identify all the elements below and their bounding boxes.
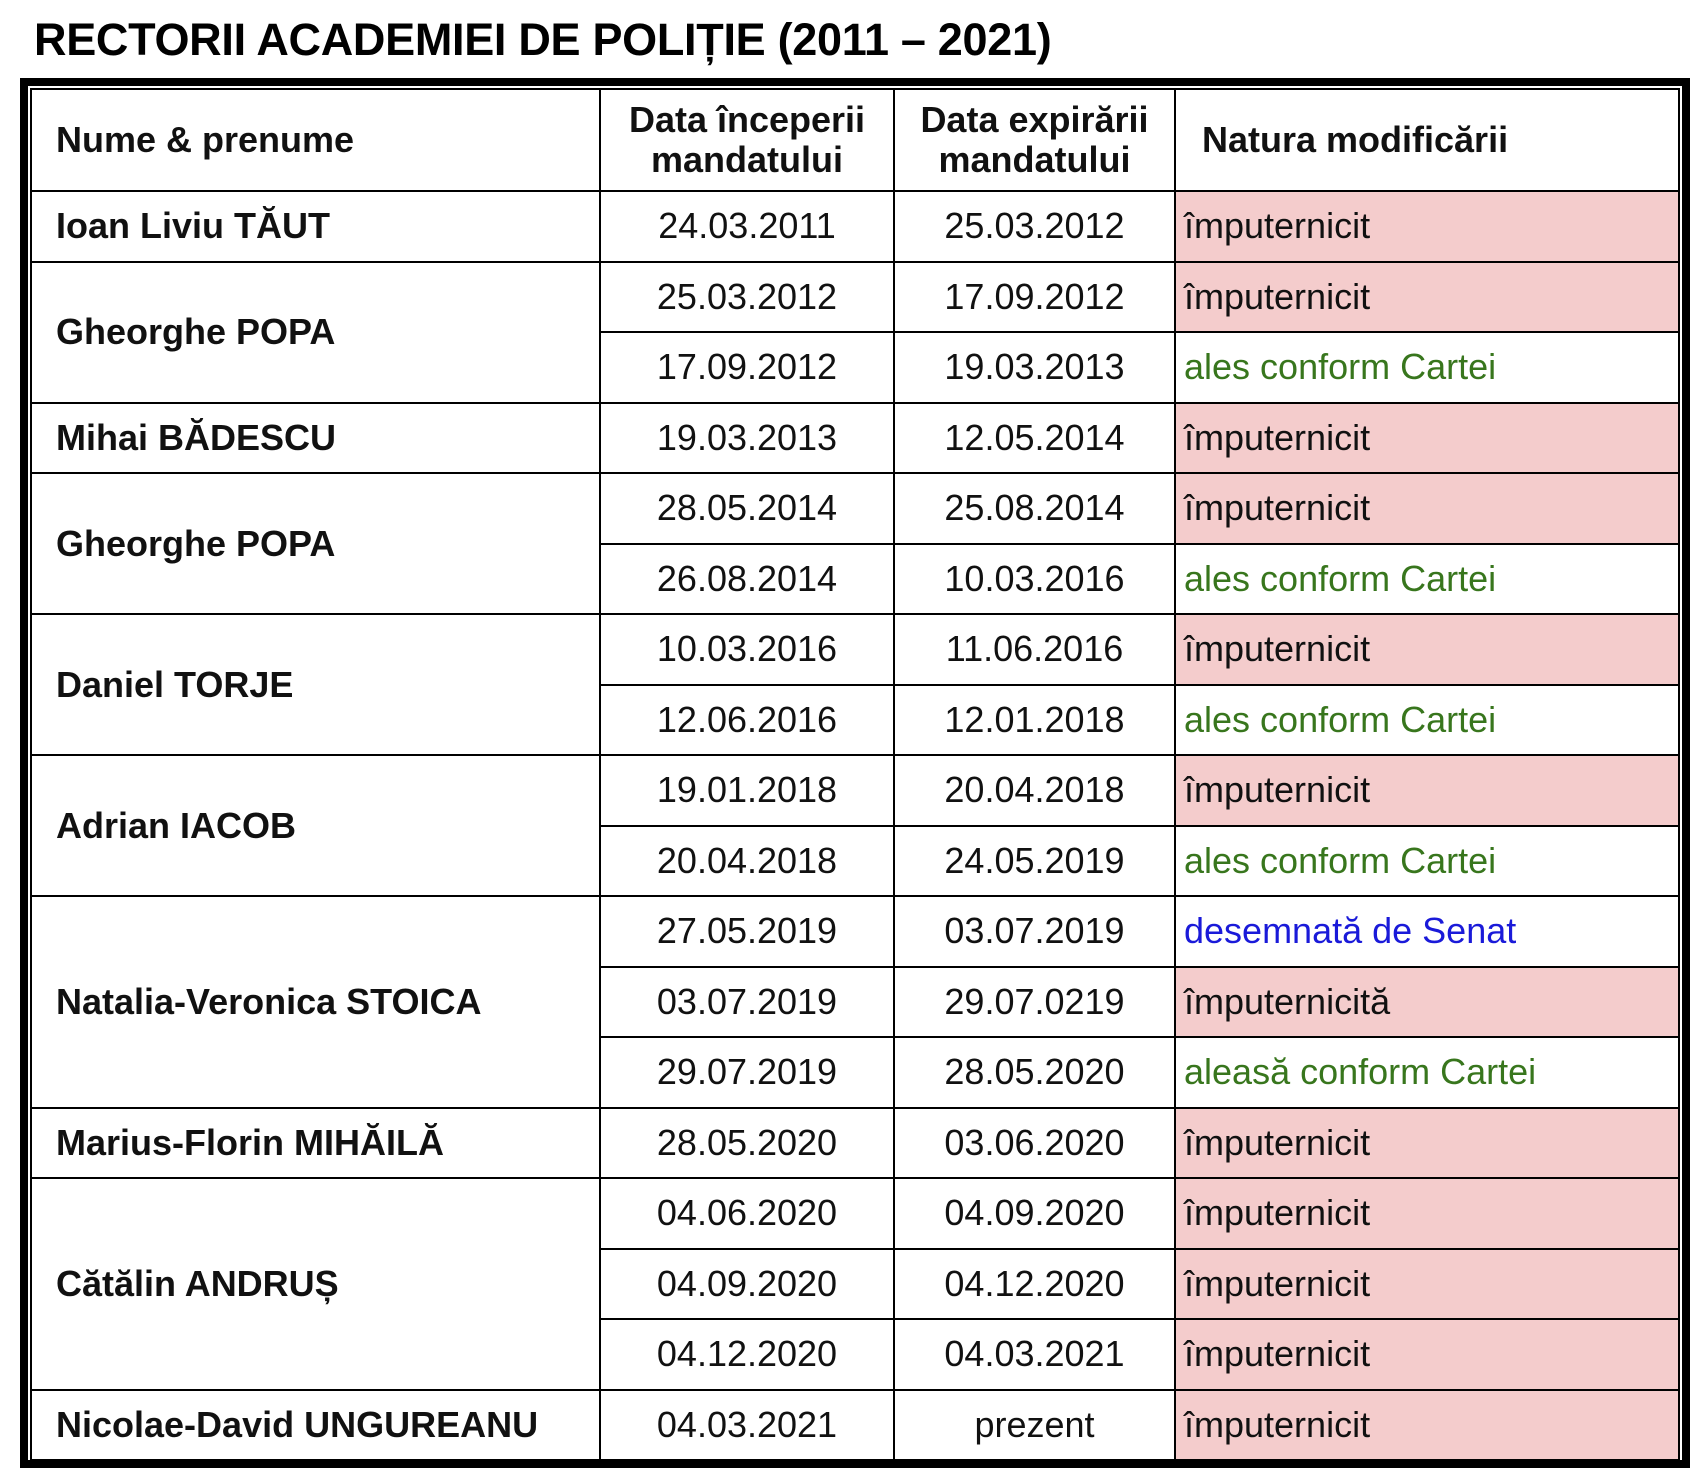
- mandate-end-date: 29.07.0219: [894, 967, 1175, 1038]
- table-row: [31, 755, 1679, 826]
- mandate-start-date: 17.09.2012: [600, 332, 894, 403]
- rector-name: Nicolae-David UNGUREANU: [31, 1390, 600, 1461]
- mandate-end-date: 25.08.2014: [894, 473, 1175, 544]
- mandate-end-date: 10.03.2016: [894, 544, 1175, 615]
- mandate-start-date: 28.05.2014: [600, 473, 894, 544]
- header-end-date: [894, 89, 1175, 191]
- mandate-nature: ales conform Cartei: [1175, 544, 1679, 615]
- mandate-nature: împuternicit: [1175, 1249, 1679, 1320]
- rectors-table: [30, 88, 1680, 1461]
- header-end-line1: Data expirării: [920, 99, 1149, 141]
- mandate-end-date: 03.06.2020: [894, 1108, 1175, 1179]
- table-row: [31, 473, 1679, 544]
- rector-name: Ioan Liviu TĂUT: [31, 191, 600, 262]
- mandate-nature: împuternicit: [1175, 755, 1679, 826]
- mandate-nature: ales conform Cartei: [1175, 685, 1679, 756]
- mandate-nature: împuternicit: [1175, 262, 1679, 333]
- mandate-start-date: 19.03.2013: [600, 403, 894, 474]
- rector-name: Marius-Florin MIHĂILĂ: [31, 1108, 600, 1179]
- mandate-end-date: 28.05.2020: [894, 1037, 1175, 1108]
- mandate-end-date: prezent: [894, 1390, 1175, 1461]
- mandate-start-date: 19.01.2018: [600, 755, 894, 826]
- mandate-nature: împuternicit: [1175, 191, 1679, 262]
- rector-name: Gheorghe POPA: [31, 473, 600, 614]
- rector-name: Cătălin ANDRUȘ: [31, 1178, 600, 1390]
- mandate-end-date: 04.09.2020: [894, 1178, 1175, 1249]
- mandate-nature: desemnată de Senat: [1175, 896, 1679, 967]
- table-row: [31, 262, 1679, 333]
- mandate-end-date: 12.05.2014: [894, 403, 1175, 474]
- header-end-line2: mandatului: [938, 139, 1131, 180]
- table-row: [31, 614, 1679, 685]
- mandate-end-date: 12.01.2018: [894, 685, 1175, 756]
- header-start-line1: Data începerii: [628, 99, 866, 141]
- mandate-nature: ales conform Cartei: [1175, 826, 1679, 897]
- mandate-start-date: 12.06.2016: [600, 685, 894, 756]
- mandate-end-date: 19.03.2013: [894, 332, 1175, 403]
- header-nature: Natura modificării: [1175, 89, 1679, 191]
- mandate-nature: împuternicit: [1175, 1319, 1679, 1390]
- mandate-start-date: 03.07.2019: [600, 967, 894, 1038]
- mandate-nature: împuternicit: [1175, 614, 1679, 685]
- rector-name: Daniel TORJE: [31, 614, 600, 755]
- table-row: [31, 1390, 1679, 1461]
- mandate-start-date: 28.05.2020: [600, 1108, 894, 1179]
- mandate-start-date: 24.03.2011: [600, 191, 894, 262]
- table-body: [31, 191, 1679, 1460]
- mandate-nature: împuternicit: [1175, 1108, 1679, 1179]
- mandate-start-date: 04.09.2020: [600, 1249, 894, 1320]
- table-header-row: [31, 89, 1679, 191]
- mandate-nature: ales conform Cartei: [1175, 332, 1679, 403]
- table-row: [31, 896, 1679, 967]
- mandate-start-date: 04.06.2020: [600, 1178, 894, 1249]
- mandate-nature: împuternicit: [1175, 403, 1679, 474]
- rector-name: Gheorghe POPA: [31, 262, 600, 403]
- mandate-start-date: 04.03.2021: [600, 1390, 894, 1461]
- mandate-start-date: 10.03.2016: [600, 614, 894, 685]
- mandate-end-date: 24.05.2019: [894, 826, 1175, 897]
- mandate-end-date: 20.04.2018: [894, 755, 1175, 826]
- mandate-end-date: 25.03.2012: [894, 191, 1175, 262]
- table-row: [31, 1178, 1679, 1249]
- mandate-start-date: 29.07.2019: [600, 1037, 894, 1108]
- rector-name: Adrian IACOB: [31, 755, 600, 896]
- mandate-start-date: 27.05.2019: [600, 896, 894, 967]
- mandate-end-date: 11.06.2016: [894, 614, 1175, 685]
- mandate-start-date: 04.12.2020: [600, 1319, 894, 1390]
- mandate-nature: aleasă conform Cartei: [1175, 1037, 1679, 1108]
- rector-name: Mihai BĂDESCU: [31, 403, 600, 474]
- header-start-line2: mandatului: [650, 139, 843, 180]
- mandate-end-date: 04.03.2021: [894, 1319, 1175, 1390]
- page-title: RECTORII ACADEMIEI DE POLIȚIE (2011 – 2021): [34, 14, 1052, 65]
- mandate-end-date: 17.09.2012: [894, 262, 1175, 333]
- rectors-table-frame: [20, 78, 1690, 1468]
- header-name: Nume & prenume: [31, 89, 600, 191]
- mandate-nature: împuternicit: [1175, 1178, 1679, 1249]
- mandate-start-date: 20.04.2018: [600, 826, 894, 897]
- header-start-date: [600, 89, 894, 191]
- mandate-nature: împuternicit: [1175, 473, 1679, 544]
- rector-name: Natalia-Veronica STOICA: [31, 896, 600, 1108]
- mandate-start-date: 25.03.2012: [600, 262, 894, 333]
- table-row: [31, 403, 1679, 474]
- mandate-nature: împuternicită: [1175, 967, 1679, 1038]
- table-row: [31, 191, 1679, 262]
- mandate-end-date: 04.12.2020: [894, 1249, 1175, 1320]
- mandate-nature: împuternicit: [1175, 1390, 1679, 1461]
- mandate-start-date: 26.08.2014: [600, 544, 894, 615]
- table-row: [31, 1108, 1679, 1179]
- mandate-end-date: 03.07.2019: [894, 896, 1175, 967]
